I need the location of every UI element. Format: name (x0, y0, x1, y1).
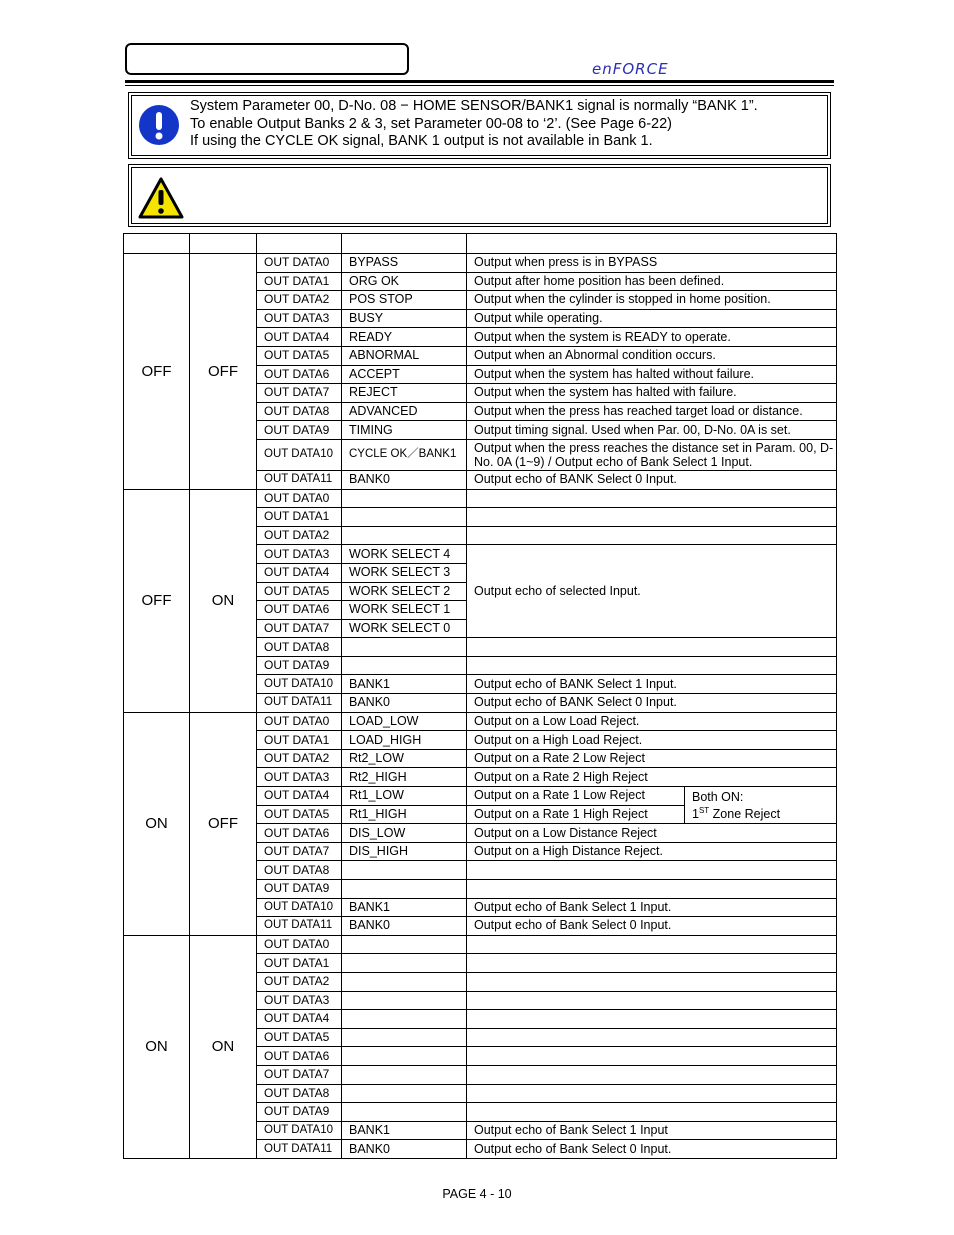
zone-reject-text: Zone Reject (709, 806, 781, 821)
description-cell: Output echo of BANK Select 0 Input. (467, 694, 837, 713)
out-data-cell: OUT DATA10 (257, 898, 342, 917)
description-cell (467, 656, 837, 675)
out-data-cell: OUT DATA9 (257, 1103, 342, 1122)
signal-name-cell: REJECT (342, 384, 467, 403)
info-line-3: If using the CYCLE OK signal, BANK 1 output is not available in Bank 1. (190, 133, 653, 149)
header-title-box (125, 43, 409, 75)
out-data-cell: OUT DATA0 (257, 489, 342, 508)
description-cell: Output on a Rate 2 Low Reject (467, 749, 837, 768)
out-data-cell: OUT DATA6 (257, 601, 342, 620)
out-data-cell: OUT DATA5 (257, 346, 342, 365)
out-data-cell: OUT DATA4 (257, 328, 342, 347)
signal-name-cell (342, 1010, 467, 1029)
description-cell (467, 1047, 837, 1066)
description-cell (467, 489, 837, 508)
switch-1-state: ON (124, 935, 190, 1158)
switch-2-state: OFF (190, 712, 257, 935)
signal-name-cell: BANK1 (342, 898, 467, 917)
switch-1-state: ON (124, 712, 190, 935)
description-cell: Output when the system has halted without failure. (467, 365, 837, 384)
description-cell: Output on a Low Distance Reject (467, 824, 837, 843)
out-data-cell: OUT DATA10 (257, 1121, 342, 1140)
signal-name-cell: BANK0 (342, 694, 467, 713)
exclamation-icon (139, 105, 179, 145)
out-data-cell: OUT DATA8 (257, 638, 342, 657)
out-data-cell: OUT DATA10 (257, 675, 342, 694)
switch-1-state: OFF (124, 254, 190, 490)
description-cell: Output on a High Distance Reject. (467, 842, 837, 861)
description-cell: Output after home position has been defined. (467, 272, 837, 291)
description-cell: Output when press is in BYPASS (467, 254, 837, 273)
description-cell: Output when the press reaches the distance set in Param. 00, D-No. 0A (1~9) / Output echo of Bank Select 1 Input. (467, 439, 837, 470)
header-cell (342, 234, 467, 254)
out-data-cell: OUT DATA6 (257, 1047, 342, 1066)
out-data-cell: OUT DATA7 (257, 842, 342, 861)
description-cell (467, 1103, 837, 1122)
signal-name-cell (342, 972, 467, 991)
out-data-cell: OUT DATA7 (257, 619, 342, 638)
signal-name-cell: DIS_LOW (342, 824, 467, 843)
signal-name-cell: CYCLE OK／BANK1 (342, 439, 467, 470)
signal-name-cell: Rt1_HIGH (342, 805, 467, 824)
description-cell (467, 1065, 837, 1084)
info-line-2: To enable Output Banks 2 & 3, set Parameter 00-08 to ‘2’. (See Page 6-22) (190, 115, 673, 132)
signal-name-cell: WORK SELECT 1 (342, 601, 467, 620)
out-data-cell: OUT DATA0 (257, 712, 342, 731)
signal-name-cell (342, 861, 467, 880)
switch-2-state: ON (190, 489, 257, 712)
description-cell: Output echo of BANK Select 0 Input. (467, 470, 837, 489)
header-cell (124, 234, 190, 254)
both-on-note-cell (685, 787, 837, 824)
signal-name-cell (342, 935, 467, 954)
info-note-text (190, 98, 758, 151)
out-data-cell: OUT DATA3 (257, 309, 342, 328)
out-data-cell: OUT DATA9 (257, 421, 342, 440)
description-cell (467, 1010, 837, 1029)
signal-name-cell (342, 1047, 467, 1066)
description-cell (467, 972, 837, 991)
signal-name-cell (342, 526, 467, 545)
out-data-cell: OUT DATA6 (257, 365, 342, 384)
zone-number: 1 (692, 806, 699, 821)
out-data-cell: OUT DATA5 (257, 805, 342, 824)
out-data-cell: OUT DATA5 (257, 1028, 342, 1047)
signal-name-cell: BUSY (342, 309, 467, 328)
description-cell: Output when an Abnormal condition occurs. (467, 346, 837, 365)
out-data-cell: OUT DATA2 (257, 749, 342, 768)
switch-1-state: OFF (124, 489, 190, 712)
out-data-cell: OUT DATA5 (257, 582, 342, 601)
description-cell: Output timing signal. Used when Par. 00, D-No. 0A is set. (467, 421, 837, 440)
description-cell (467, 954, 837, 973)
signal-name-cell: BYPASS (342, 254, 467, 273)
out-data-cell: OUT DATA1 (257, 272, 342, 291)
out-data-cell: OUT DATA1 (257, 954, 342, 973)
table-row (124, 935, 837, 954)
signal-name-cell: WORK SELECT 3 (342, 563, 467, 582)
signal-name-cell: ORG OK (342, 272, 467, 291)
description-cell: Output echo of Bank Select 1 Input. (467, 898, 837, 917)
warning-triangle-icon (138, 177, 184, 219)
description-cell: Output when the press has reached target load or distance. (467, 402, 837, 421)
description-cell: Output while operating. (467, 309, 837, 328)
out-data-cell: OUT DATA8 (257, 402, 342, 421)
signal-name-cell (342, 1065, 467, 1084)
out-data-cell: OUT DATA8 (257, 861, 342, 880)
description-cell (467, 991, 837, 1010)
signal-name-cell: Rt1_LOW (342, 787, 467, 806)
out-data-cell: OUT DATA3 (257, 545, 342, 564)
description-cell (467, 880, 837, 899)
signal-name-cell: WORK SELECT 0 (342, 619, 467, 638)
out-data-cell: OUT DATA11 (257, 694, 342, 713)
signal-name-cell: BANK0 (342, 1140, 467, 1159)
zone-suffix: ST (698, 805, 710, 815)
table-header-row (124, 234, 837, 254)
out-data-cell: OUT DATA10 (257, 439, 342, 470)
signal-name-cell: BANK0 (342, 917, 467, 936)
out-data-cell: OUT DATA3 (257, 991, 342, 1010)
out-data-cell: OUT DATA2 (257, 526, 342, 545)
description-cell (467, 1028, 837, 1047)
signal-name-cell (342, 656, 467, 675)
out-data-cell: OUT DATA1 (257, 731, 342, 750)
signal-name-cell: LOAD_HIGH (342, 731, 467, 750)
table-row (124, 489, 837, 508)
out-data-cell: OUT DATA7 (257, 384, 342, 403)
header-rule (125, 80, 834, 83)
out-data-cell: OUT DATA2 (257, 291, 342, 310)
signal-name-cell (342, 880, 467, 899)
description-cell: Output on a High Load Reject. (467, 731, 837, 750)
description-cell (467, 861, 837, 880)
signal-name-cell (342, 1084, 467, 1103)
signal-name-cell: ABNORMAL (342, 346, 467, 365)
out-data-cell: OUT DATA4 (257, 787, 342, 806)
signal-name-cell: BANK1 (342, 1121, 467, 1140)
brand-logo: enFORCE (592, 60, 669, 78)
header-cell (257, 234, 342, 254)
merged-description-cell: Output echo of selected Input. (467, 545, 837, 638)
out-data-cell: OUT DATA8 (257, 1084, 342, 1103)
info-line-1: System Parameter 00, D-No. 08 − HOME SENSOR/BANK1 signal is normally “BANK 1”. (190, 98, 758, 114)
description-cell (467, 526, 837, 545)
description-cell (467, 638, 837, 657)
switch-2-state: OFF (190, 254, 257, 490)
out-data-cell: OUT DATA1 (257, 508, 342, 527)
out-data-cell: OUT DATA3 (257, 768, 342, 787)
signal-name-cell: BANK0 (342, 470, 467, 489)
description-cell: Output on a Rate 1 High Reject (467, 805, 685, 824)
signal-name-cell (342, 508, 467, 527)
signal-name-cell: WORK SELECT 4 (342, 545, 467, 564)
signal-name-cell (342, 991, 467, 1010)
description-cell: Output on a Low Load Reject. (467, 712, 837, 731)
description-cell: Output echo of BANK Select 1 Input. (467, 675, 837, 694)
signal-name-cell: POS STOP (342, 291, 467, 310)
out-data-cell: OUT DATA9 (257, 656, 342, 675)
signal-name-cell: READY (342, 328, 467, 347)
signal-name-cell (342, 638, 467, 657)
description-cell: Output on a Rate 1 Low Reject (467, 787, 685, 806)
signal-name-cell: TIMING (342, 421, 467, 440)
switch-2-state: ON (190, 935, 257, 1158)
table-row (124, 254, 837, 273)
signal-name-cell: DIS_HIGH (342, 842, 467, 861)
description-cell: Output on a Rate 2 High Reject (467, 768, 837, 787)
signal-name-cell (342, 1028, 467, 1047)
out-data-cell: OUT DATA11 (257, 470, 342, 489)
out-data-cell: OUT DATA4 (257, 1010, 342, 1029)
out-data-cell: OUT DATA4 (257, 563, 342, 582)
output-bank-table (123, 233, 837, 1159)
out-data-cell: OUT DATA11 (257, 1140, 342, 1159)
signal-name-cell (342, 489, 467, 508)
signal-name-cell: Rt2_HIGH (342, 768, 467, 787)
out-data-cell: OUT DATA6 (257, 824, 342, 843)
signal-name-cell: WORK SELECT 2 (342, 582, 467, 601)
signal-name-cell: LOAD_LOW (342, 712, 467, 731)
header-cell (467, 234, 837, 254)
description-cell: Output echo of Bank Select 1 Input (467, 1121, 837, 1140)
description-cell: Output when the system has halted with failure. (467, 384, 837, 403)
description-cell (467, 935, 837, 954)
signal-name-cell: ADVANCED (342, 402, 467, 421)
signal-name-cell: BANK1 (342, 675, 467, 694)
both-on-label: Both ON: (692, 789, 744, 804)
signal-name-cell: Rt2_LOW (342, 749, 467, 768)
out-data-cell: OUT DATA11 (257, 917, 342, 936)
description-cell: Output when the system is READY to operate. (467, 328, 837, 347)
out-data-cell: OUT DATA2 (257, 972, 342, 991)
out-data-cell: OUT DATA0 (257, 935, 342, 954)
header-rule-thin (125, 85, 834, 86)
page-number: PAGE 4 - 10 (442, 1187, 512, 1201)
header-cell (190, 234, 257, 254)
both-on-zone (692, 804, 836, 821)
out-data-cell: OUT DATA9 (257, 880, 342, 899)
description-cell (467, 508, 837, 527)
description-cell: Output when the cylinder is stopped in home position. (467, 291, 837, 310)
description-cell: Output echo of Bank Select 0 Input. (467, 917, 837, 936)
description-cell: Output echo of Bank Select 0 Input. (467, 1140, 837, 1159)
info-note (128, 92, 831, 159)
description-cell (467, 1084, 837, 1103)
warning-note (128, 164, 831, 227)
signal-name-cell (342, 1103, 467, 1122)
signal-name-cell (342, 954, 467, 973)
out-data-cell: OUT DATA0 (257, 254, 342, 273)
out-data-cell: OUT DATA7 (257, 1065, 342, 1084)
signal-name-cell: ACCEPT (342, 365, 467, 384)
table-row (124, 712, 837, 731)
